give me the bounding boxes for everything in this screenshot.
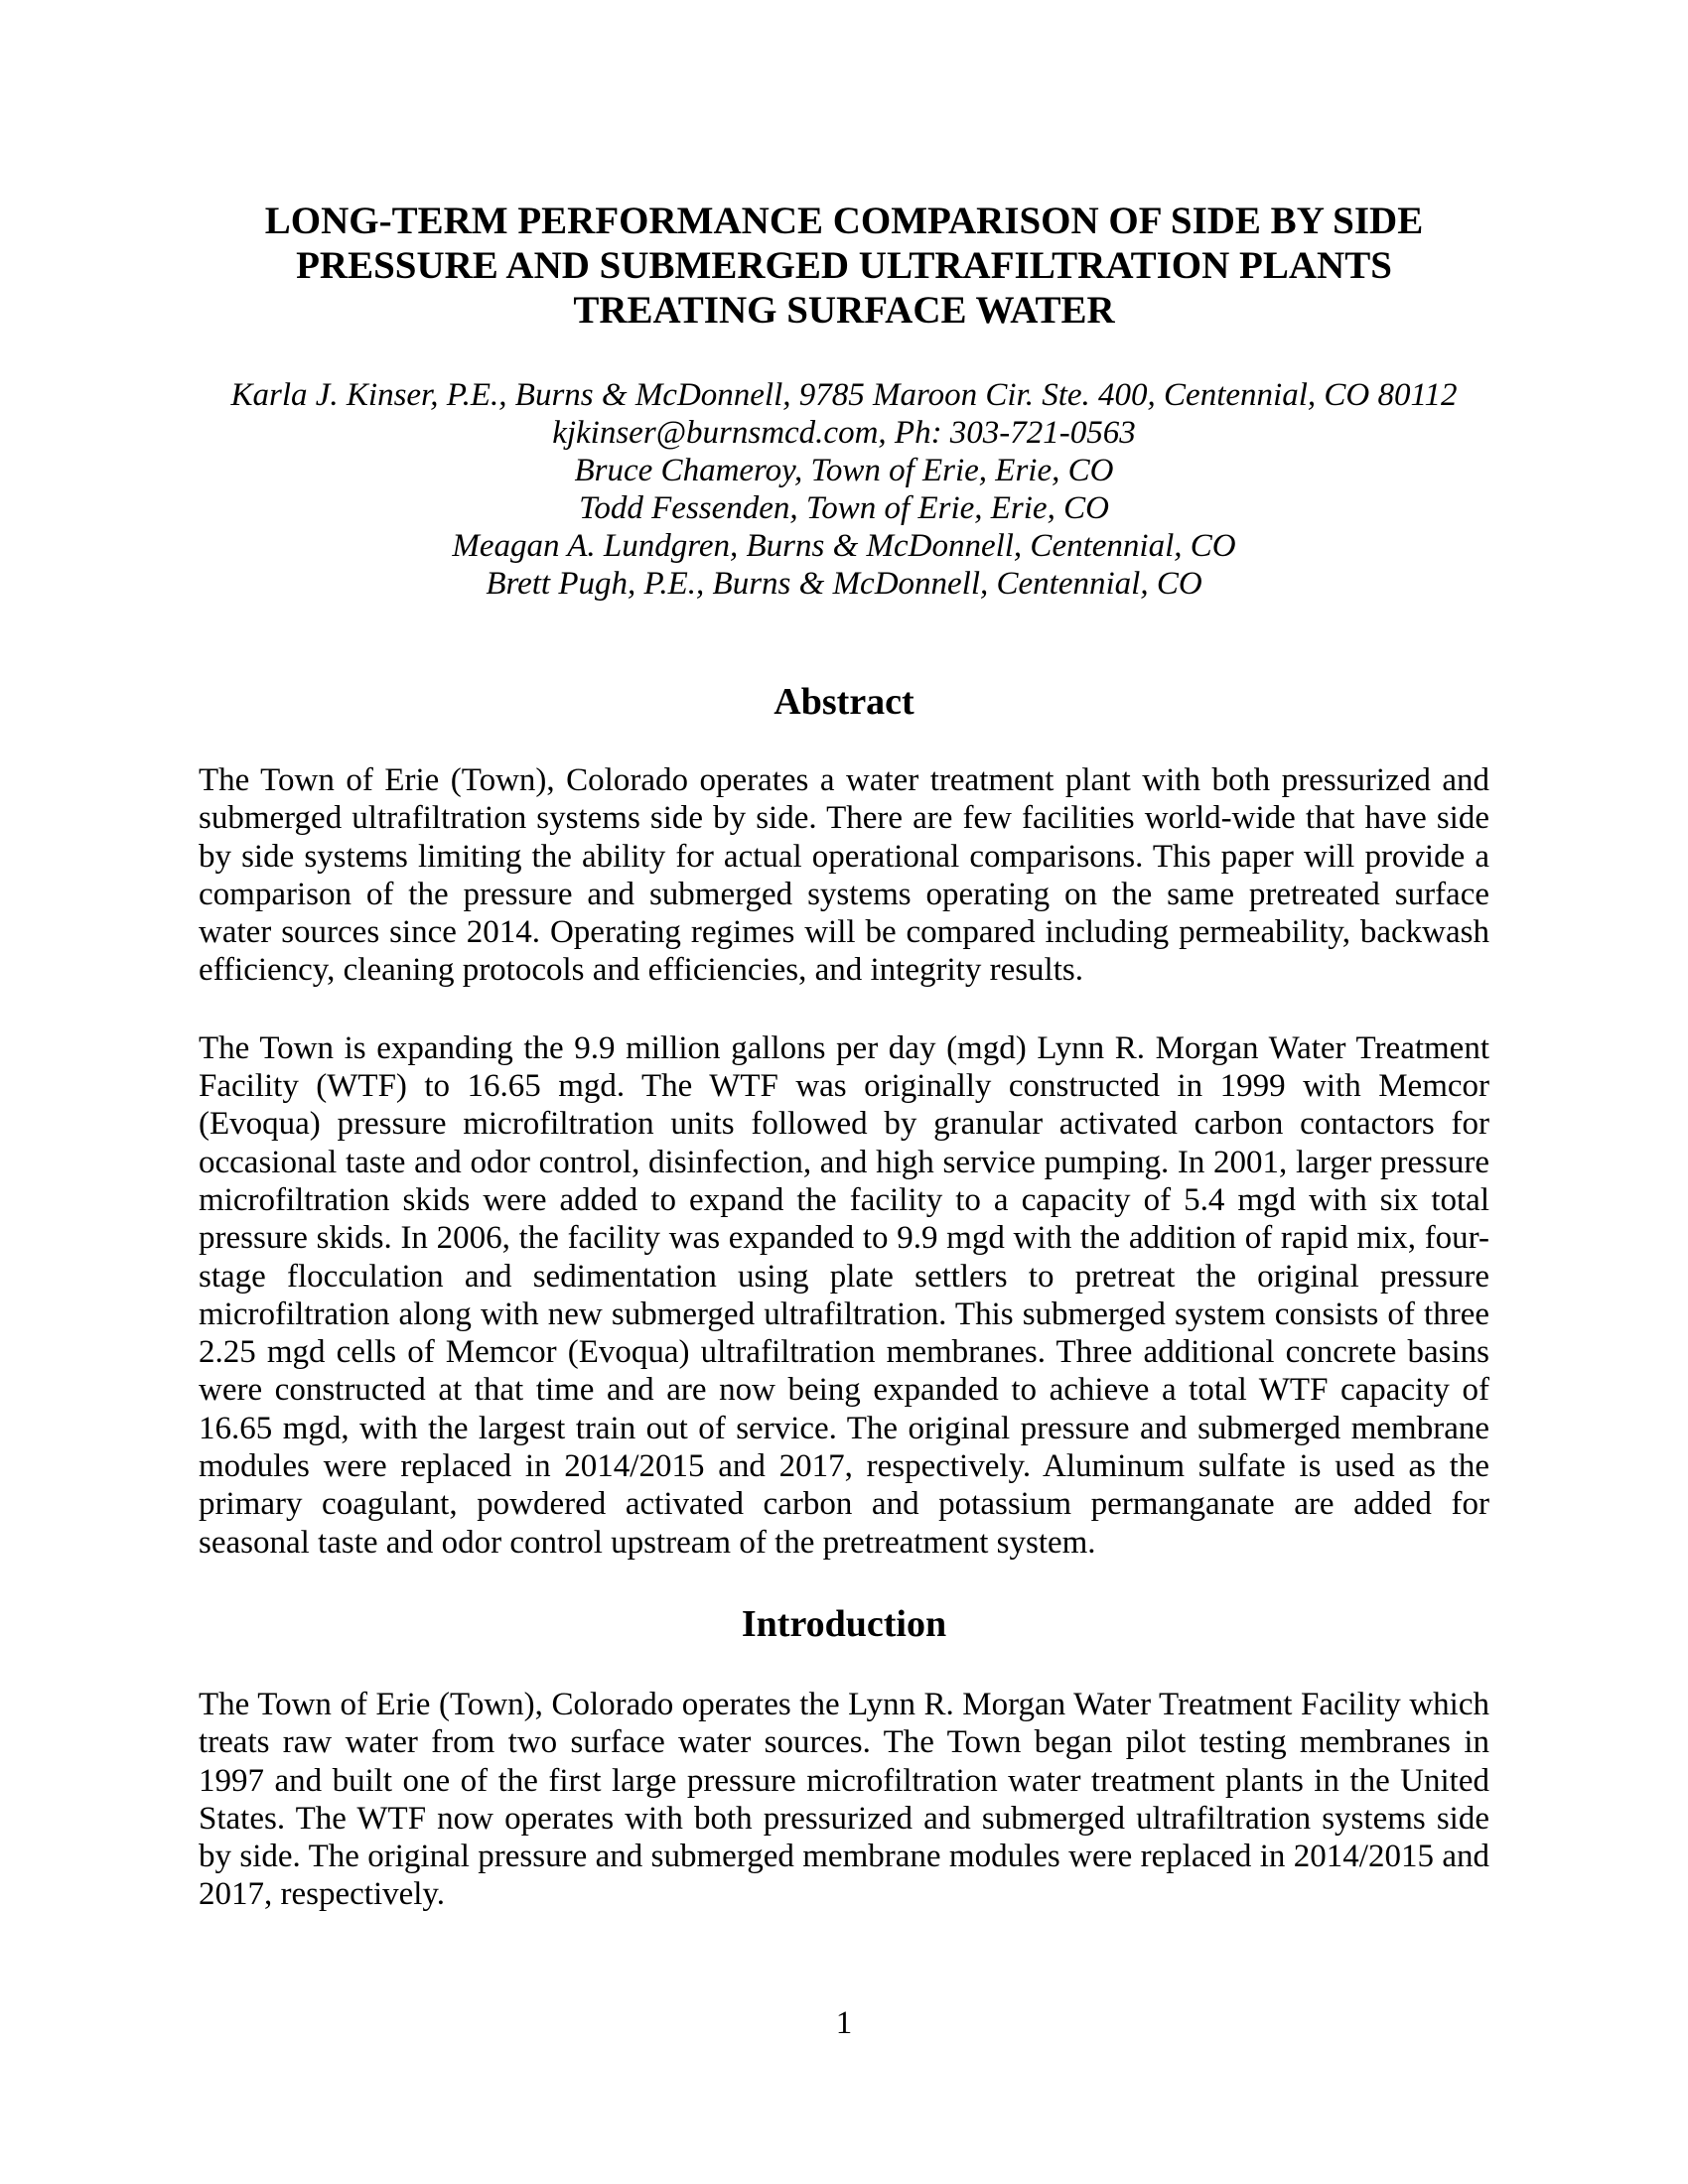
abstract-paragraph-2: The Town is expanding the 9.9 million gallons per day (mgd) Lynn R. Morgan Water Treatment Facility (WTF) to 16.65 mgd. The WTF was originally constructed in 1999 with Memcor (Evoqua) pressure microfiltration units followed by granular activated carbon contactors for occasional taste and odor control, disinfection, and high service pumping. In 2001, larger pressure microfiltration skids were added to expand the facility to a capacity of 5.4 mgd with six total pressure skids. In 2006, the facility was expanded to 9.9 mgd with the addition of rapid mix, four-stage flocculation and sedimentation using plate settlers to pretreat the original pressure microfiltration along with new submerged ultrafiltration. This submerged system consists of three 2.25 mgd cells of Memcor (Evoqua) ultrafiltration membranes. Three additional concrete basins were constructed at that time and are now being expanded to achieve a total WTF capacity of 16.65 mgd, with the largest train out of service. The original pressure and submerged membrane modules were replaced in 2014/2015 and 2017, respectively. Aluminum sulfate is used as the primary coagulant, powdered activated carbon and potassium permanganate are added for seasonal taste and odor control upstream of the pretreatment system. [199, 1029, 1489, 1561]
author-line-2: Bruce Chameroy, Town of Erie, Erie, CO [574, 453, 1114, 488]
author-line-5: Brett Pugh, P.E., Burns & McDonnell, Centennial, CO [486, 566, 1202, 602]
paper-title-line-1: LONG-TERM PERFORMANCE COMPARISON OF SIDE BY SIDE [264, 200, 1424, 242]
author-line-3: Todd Fessenden, Town of Erie, Erie, CO [579, 490, 1109, 526]
abstract-paragraph-1: The Town of Erie (Town), Colorado operates a water treatment plant with both pressurized and submerged ultrafiltration systems side by side. There are few facilities world-wide that have side by side systems limiting the ability for actual operational comparisons. This paper will provide a comparison of the pressure and submerged systems operating on the same pretreated surface water sources since 2014. Operating regimes will be compared including permeability, backwash efficiency, cleaning protocols and efficiencies, and integrity results. [199, 762, 1489, 989]
paper-title-line-3: TREATING SURFACE WATER [573, 289, 1115, 332]
page-number: 1 [835, 2005, 853, 2041]
paper-title-line-2: PRESSURE AND SUBMERGED ULTRAFILTRATION PLANTS [296, 244, 1392, 287]
author-line-4: Meagan A. Lundgren, Burns & McDonnell, Centennial, CO [452, 528, 1236, 564]
author-line-1: Karla J. Kinser, P.E., Burns & McDonnell, 9785 Maroon Cir. Ste. 400, Centennial, CO 80112 [230, 377, 1458, 413]
author-block [199, 376, 1489, 603]
section-heading-introduction: Introduction [741, 1602, 947, 1645]
introduction-paragraph-1: The Town of Erie (Town), Colorado operates the Lynn R. Morgan Water Treatment Facility which treats raw water from two surface water sources. The Town began pilot testing membranes in 1997 and built one of the first large pressure microfiltration water treatment plants in the United States. The WTF now operates with both pressurized and submerged ultrafiltration systems side by side. The original pressure and submerged membrane modules were replaced in 2014/2015 and 2017, respectively. [199, 1686, 1489, 1913]
section-heading-abstract: Abstract [774, 681, 914, 723]
paper-title [199, 199, 1489, 333]
author-contact-line: kjkinser@burnsmcd.com, Ph: 303-721-0563 [552, 415, 1136, 451]
